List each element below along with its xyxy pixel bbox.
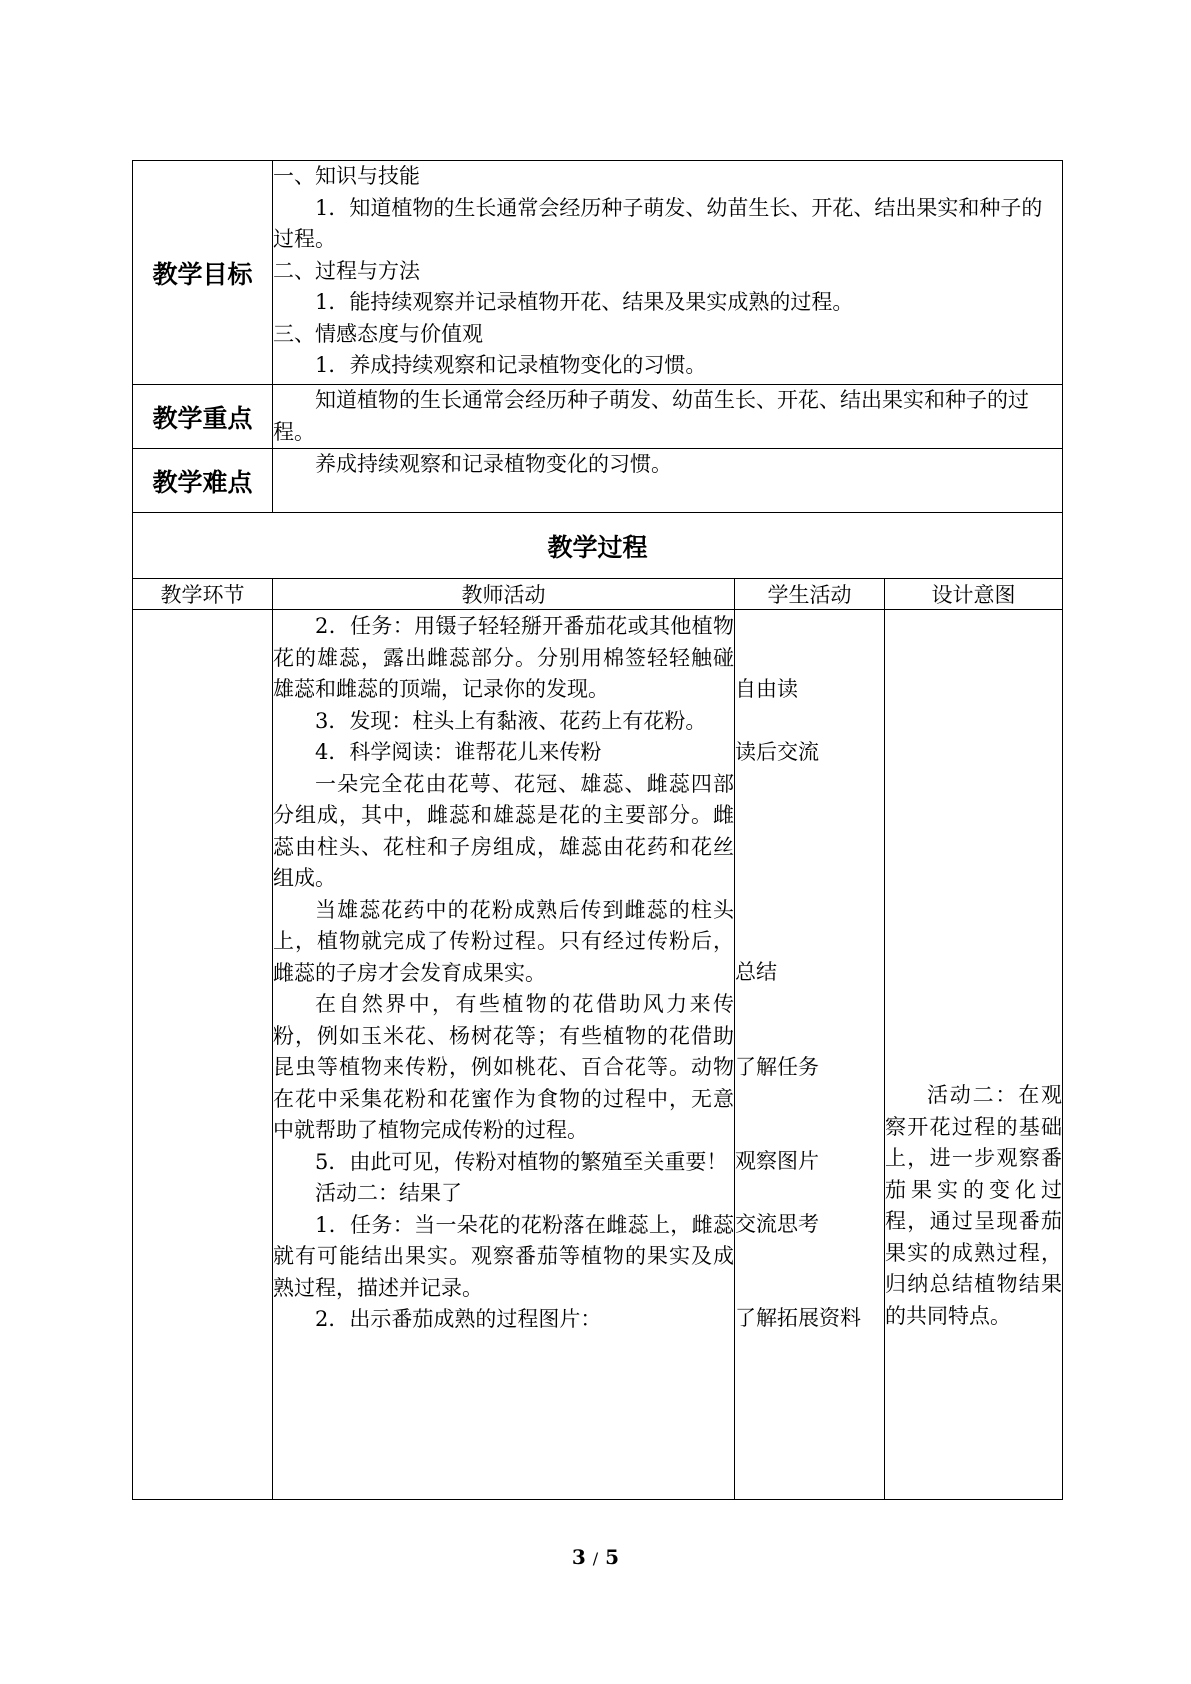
- goal-heading-3: 三、情感态度与价值观: [273, 321, 483, 346]
- difficulty-text: 养成持续观察和记录植物变化的习惯。: [315, 452, 672, 476]
- key-point-row: [133, 385, 1063, 449]
- teacher-para: 3．发现：柱头上有黏液、花药上有花粉。: [315, 708, 707, 733]
- goal-item-2: 1．能持续观察并记录植物开花、结果及果实成熟的过程。: [315, 290, 854, 314]
- column-header-row: [133, 579, 1063, 610]
- key-point-label: 教学重点: [133, 385, 273, 449]
- student-activity: 了解任务: [735, 1054, 819, 1079]
- teacher-para: 5．由此可见，传粉对植物的繁殖至关重要！: [315, 1149, 728, 1174]
- teacher-para: 当雄蕊花药中的花粉成熟后传到雌蕊的柱头上，植物就完成了传粉过程。只有经过传粉后，雌蕊的子房才会发育成果实。: [273, 897, 734, 985]
- col-header-student: 学生活动: [735, 579, 885, 610]
- student-activity: 观察图片: [735, 1149, 819, 1173]
- teacher-para: 2．任务：用镊子轻轻掰开番茄花或其他植物花的雄蕊，露出雌蕊部分。分别用棉签轻轻触碰雄蕊和雌蕊的顶端，记录你的发现。: [273, 614, 734, 701]
- teacher-para: 活动二：结果了: [315, 1181, 462, 1205]
- teacher-activity-cell: [273, 610, 735, 1500]
- goals-label: 教学目标: [133, 161, 273, 385]
- page-current: 3: [571, 1545, 586, 1569]
- process-row: [133, 610, 1063, 1500]
- goal-heading-1: 一、知识与技能: [273, 164, 420, 188]
- col-header-intent: 设计意图: [885, 579, 1063, 610]
- goal-item-3: 1．养成持续观察和记录植物变化的习惯。: [315, 353, 707, 377]
- teacher-para: 2．出示番茄成熟的过程图片：: [315, 1307, 602, 1331]
- student-activity-cell: [735, 610, 885, 1500]
- page-separator: /: [592, 1549, 599, 1568]
- stage-cell: [133, 610, 273, 1500]
- col-header-teacher: 教师活动: [273, 579, 735, 610]
- design-intent-text: 活动二：在观察开花过程的基础上，进一步观察番茄果实的变化过程，通过呈现番茄果实的成熟过程，归纳总结植物结果的共同特点。: [885, 1083, 1063, 1328]
- design-intent-cell: [885, 610, 1063, 1500]
- student-activity: 了解拓展资料: [735, 1306, 861, 1330]
- lesson-plan-table: [132, 160, 1063, 1500]
- goal-heading-2: 二、过程与方法: [273, 258, 420, 283]
- col-header-stage: 教学环节: [133, 579, 273, 610]
- difficulty-content: [273, 449, 1063, 513]
- goals-content: [273, 161, 1063, 385]
- process-title-row: [133, 513, 1063, 579]
- page-total: 5: [605, 1545, 620, 1569]
- process-title: 教学过程: [133, 513, 1063, 579]
- difficulty-label: 教学难点: [133, 449, 273, 513]
- teacher-para: 1．任务：当一朵花的花粉落在雌蕊上，雌蕊就有可能结出果实。观察番茄等植物的果实及成熟过程，描述并记录。: [273, 1212, 734, 1300]
- teacher-para: 在自然界中，有些植物的花借助风力来传粉，例如玉米花、杨树花等；有些植物的花借助昆虫等植物来传粉，例如桃花、百合花等。动物在花中采集花粉和花蜜作为食物的过程中，无意中就帮助了植物完成传粉的过程。: [273, 992, 734, 1142]
- student-activity: 读后交流: [735, 739, 819, 764]
- goals-row: [133, 161, 1063, 385]
- teacher-para: 一朵完全花由花萼、花冠、雄蕊、雌蕊四部分组成，其中，雌蕊和雄蕊是花的主要部分。雌蕊由柱头、花柱和子房组成，雄蕊由花药和花丝组成。: [273, 771, 734, 890]
- teacher-para: 4．科学阅读：谁帮花儿来传粉: [315, 740, 602, 764]
- key-point-text: 知道植物的生长通常会经历种子萌发、幼苗生长、开花、结出果实和种子的过程。: [273, 388, 1029, 444]
- student-activity: 交流思考: [735, 1211, 819, 1236]
- student-activity: 总结: [735, 960, 777, 984]
- page-number: [0, 1545, 1191, 1569]
- student-activity: 自由读: [735, 677, 798, 701]
- goal-item-1: 1．知道植物的生长通常会经历种子萌发、幼苗生长、开花、结出果实和种子的过程。: [273, 195, 1043, 251]
- key-point-content: [273, 385, 1063, 449]
- difficulty-row: [133, 449, 1063, 513]
